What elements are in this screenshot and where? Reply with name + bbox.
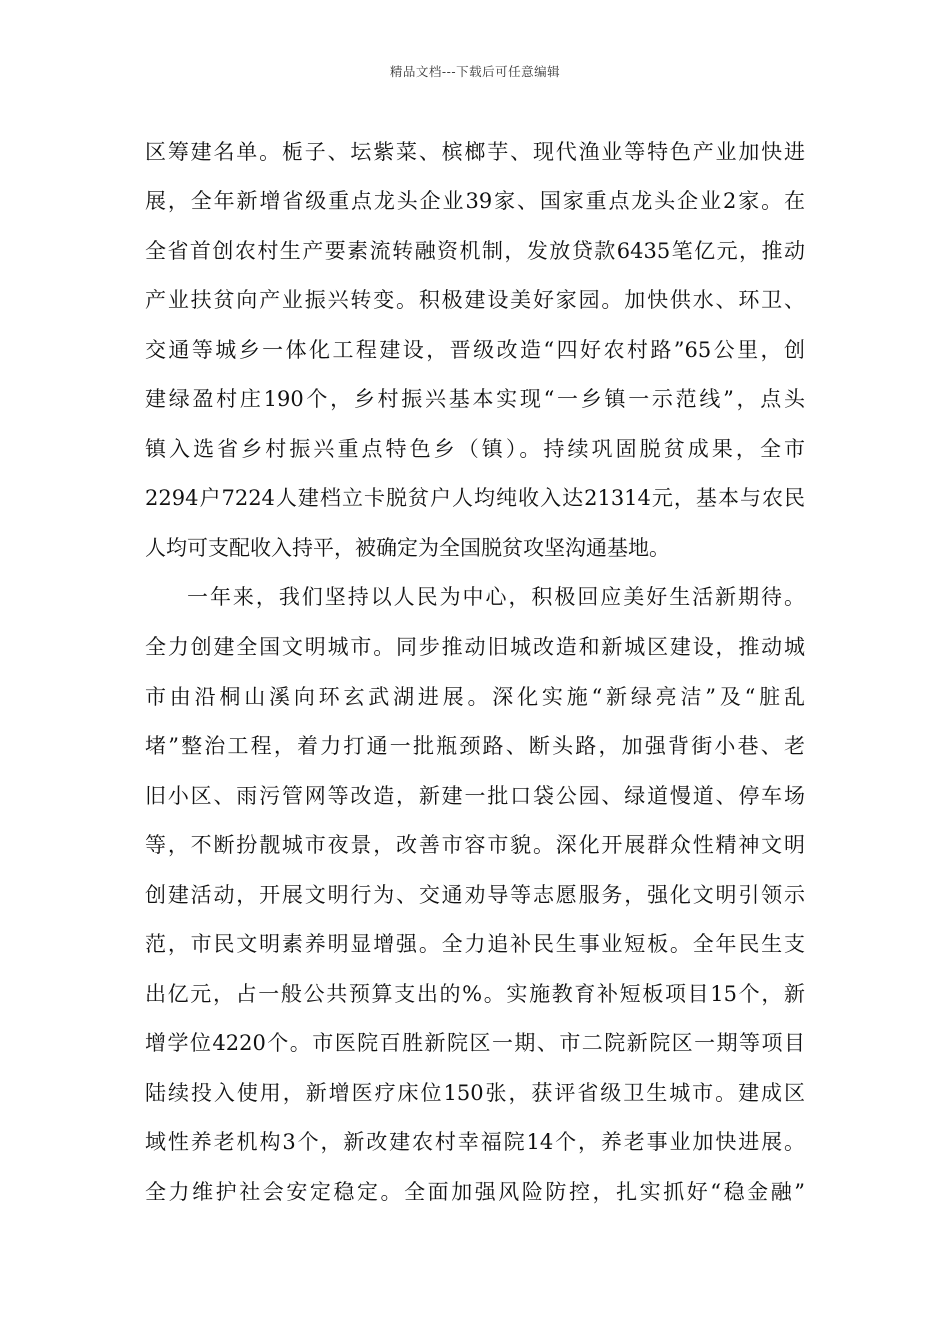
text-line-12: 市由沿桐山溪向环玄武湖进展。深化实施“新绿亮洁”及“脏乱	[145, 685, 805, 709]
text-line-15: 等，不断扮靓城市夜景，改善市容市貌。深化开展群众性精神文明	[145, 833, 805, 857]
text-line-18: 出亿元，占一般公共预算支出的%。实施教育补短板项目15个，新	[145, 982, 805, 1006]
text-line-4: 产业扶贫向产业振兴转变。积极建设美好家园。加快供水、环卫、	[145, 288, 805, 312]
text-line-17: 范，市民文明素养明显增强。全力追补民生事业短板。全年民生支	[145, 932, 805, 956]
text-line-14: 旧小区、雨污管网等改造，新建一批口袋公园、绿道慢道、停车场	[145, 784, 805, 808]
text-line-6: 建绿盈村庄190个，乡村振兴基本实现“一乡镇一示范线”，点头	[145, 387, 805, 411]
text-line-9: 人均可支配收入持平，被确定为全国脱贫攻坚沟通基地。	[145, 536, 670, 560]
text-line-11: 全力创建全国文明城市。同步推动旧城改造和新城区建设，推动城	[145, 635, 805, 659]
text-line-21: 域性养老机构3个，新改建农村幸福院14个，养老事业加快进展。	[145, 1130, 805, 1154]
text-line-5: 交通等城乡一体化工程建设，晋级改造“四好农村路”65公里，创	[145, 338, 805, 362]
text-line-3: 全省首创农村生产要素流转融资机制，发放贷款6435笔亿元，推动	[145, 239, 805, 263]
text-line-13: 堵”整治工程，着力打通一批瓶颈路、断头路，加强背街小巷、老	[145, 734, 805, 758]
text-line-10: 一年来，我们坚持以人民为中心，积极回应美好生活新期待。	[187, 585, 805, 609]
text-line-22: 全力维护社会安定稳定。全面加强风险防控，扎实抓好“稳金融”	[145, 1180, 805, 1204]
text-line-19: 增学位4220个。市医院百胜新院区一期、市二院新院区一期等项目	[145, 1031, 805, 1055]
text-line-7: 镇入选省乡村振兴重点特色乡（镇）。持续巩固脱贫成果，全市	[145, 437, 805, 461]
text-line-1: 区筹建名单。栀子、坛紫菜、槟榔芋、现代渔业等特色产业加快进	[145, 140, 805, 164]
page-header: 精品文档---下载后可任意编辑	[389, 64, 561, 79]
text-line-8: 2294户7224人建档立卡脱贫户人均纯收入达21314元，基本与农民	[145, 486, 805, 510]
text-line-16: 创建活动，开展文明行为、交通劝导等志愿服务，强化文明引领示	[145, 883, 805, 907]
text-line-2: 展，全年新增省级重点龙头企业39家、国家重点龙头企业2家。在	[145, 189, 805, 213]
text-line-20: 陆续投入使用，新增医疗床位150张，获评省级卫生城市。建成区	[145, 1081, 805, 1105]
